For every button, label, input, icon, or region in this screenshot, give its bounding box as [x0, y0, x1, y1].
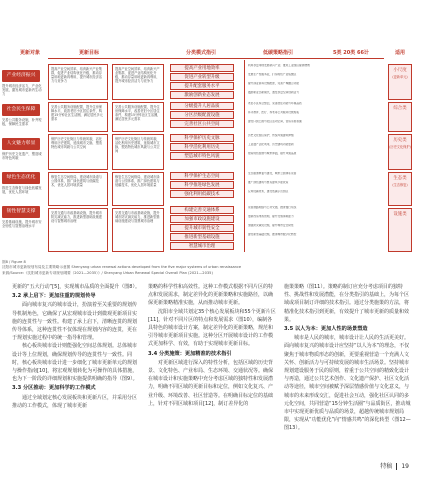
project-item: 应用低碳技术，建设低碳示范街区 [248, 190, 289, 193]
divider-line [244, 60, 245, 252]
scope-comprehensive [388, 102, 412, 132]
strategy-item: 提升配套服务水平 [170, 82, 234, 90]
strategy-item: 分级提升人居品质 [170, 102, 234, 110]
category-resilience-desc: 完善基础设施，提升城市安全韧性与智慧治理水平 [2, 220, 42, 229]
project-item: 完善道路网络与公共交通，推进慢行系统 [248, 206, 297, 209]
project-item: 工业遗产活化利用，历史建筑功能更新 [248, 143, 294, 146]
strategy-item: 科学保护历史文脉 [170, 134, 234, 142]
target-culture-detail: 保护历史文化街区与传统风貌，活化利用历史建筑，延续城市文脉，塑造特色城市风貌与公共空间 [112, 134, 164, 170]
paragraph: 沈阳市全域共划定35个核心发展板块和55个更新片区[11]，针对不同片区的特点和发展需求（图10），编制各具特色的城市设计方案，制定差异化的更新策略，规范和引导城市更新项目实施。这种分区开展城市设计的工作模式更加科学、有效，有助于实现城市更新目标。 [148, 308, 276, 348]
section-heading-3-2: 3.2 承上启下：更加注重的规划传导 [12, 293, 96, 300]
category-ecology-desc: 推进生态修复与绿色低碳发展，优化人居环境 [2, 186, 42, 195]
scope-ecology-sub: (生态修复) [392, 183, 408, 187]
scope-ecology [388, 172, 412, 206]
scope-facility [388, 208, 412, 252]
page-number: 19 [401, 463, 409, 470]
strategy-item: 完善社区公共空间 [170, 120, 234, 128]
header-update-target: 更新目标 [78, 50, 99, 56]
project-item: 鼓励新业态新模式，激发存量空间创新活力 [248, 91, 300, 94]
header-counts: 5类 20类 66计 [333, 50, 369, 56]
header-rule [48, 58, 384, 59]
category-culture-desc: 保护历史文化遗产，塑造城市特色风貌 [2, 152, 42, 161]
project-item: 建设新型基础设施，推进城市数字化转型 [248, 233, 297, 236]
text-column-2 [148, 283, 276, 408]
target-culture: 保护历史文化街区与传统风貌，活化利用历史建筑，延续城市文脉，塑造特色城市风貌与公共空间 [48, 134, 108, 170]
strategy-item: 促进产业转型升级 [170, 73, 234, 81]
project-item: 生态廊道修复与建设，城市公园体系完善 [248, 172, 297, 175]
project-item: 加强防灾减灾设施，提升城市安全韧性 [248, 224, 294, 227]
project-item: 发展生产性服务业，打造特色产业集聚区 [248, 73, 297, 76]
text-column-3 [284, 283, 412, 433]
header-lowcarbon: 低碳策略指引 [262, 50, 293, 56]
paragraph: 城市是人民的城市，城市设计让人民的生活更美好。面向城市复兴的城市设计应坚持“以人为本”的理念，不仅聚焦于城市物质形态的创新，更要重视营造一个充满人文关怀、创新活力与可持续发展的城市生活场景。坚持城市规划建设服务于民的原则，着重于公共空间的精致化设计与再造，通过公共艺术创作、文化遗产保护、社区文化活动等途径，城市空间被赋予深层情感价值与文化意义，与城市的未来形成交汇，促进社会互动，强化社区认同的多元化空间，共同营造“15分钟生活圈”与品质街区，推动城市中实现更新优质与品质的场景，超越传统城市规划局限，实现从“功能优化”向“情感共鸣”的深化转型（图12—图13）。 [284, 335, 411, 432]
scope-small-title: 小尺度 [393, 68, 407, 73]
category-livelihood: 社会民生保障 [2, 104, 40, 116]
scope-comprehensive-title: 综合类 [393, 106, 407, 111]
paragraph: 策略的科学性和高效性。这种工作模式根据不同片区的特点和发展需求，制定差异化的更新策略和实施路径，以确保更新策略精准实施，从而推动城市更新。 [148, 284, 274, 307]
target-resilience: 完善交通与市政基础设施，提升城市防灾减灾能力，推进新型基础设施建设与智慧城市治理 [48, 208, 108, 252]
project-item: 塑造特色街道与城市界面，提升风貌品质 [248, 152, 297, 155]
project-item: 利用存量用地发展新兴产业；推进工业园区提质增效 [248, 64, 310, 67]
strategy-item: 科学保护生态空间 [170, 172, 234, 180]
section-heading-3-5: 3.5 以人为本：更加人性的场景塑造 [284, 326, 368, 333]
paragraph: 核心板块城市设计则能强化空间总体规划。总体城市设计等上位规划，确保规划传导的连贯性与一致性。同时，核心板块城市设计进一步细化了城市更新单元的规划与操作指南[10]，将宏观规划转化为可操作的具体措施，也为下一阶段的详细规划和实施提供明确的指导（图9）。 [12, 343, 138, 383]
scope-historic [388, 134, 412, 170]
target-industry: 提高产业空间效率，培育新兴产业集群，促进产业结构优化升级，推动存量用地更新再利用，提升城市经济活力与竞争力 [48, 64, 108, 100]
target-resilience-detail: 完善交通与市政基础设施，提升城市防灾减灾能力，推进新型基础设施建设与智慧城市治理 [112, 208, 164, 252]
paragraph: 面向城市复兴的城市设计，扮演着至关重要的规划传导机制角色，它确保了从宏观城市设计到微观更新项目实施的连贯性与一致性。构建了承上启下，清晰连贯的规划传导体系，这种连贯性不仅体现在规划内容的连贯，更在于规划实施过程中的统一指导和管理。 [12, 302, 138, 342]
target-ecology: 修复生态空间格局，建设城市绿道与公园体系，推广绿色建筑与低碳技术，优化人居环境质量 [48, 172, 108, 206]
section-heading-3-4: 3.4 分类施策：更加精准的技术指引 [148, 350, 232, 357]
paragraph: 对更新区域进行深入的特性分析，包括区域的历史背景、文化特色、产业布局、生态环境、交通状况等。确保在城市设计和实施策略中充分考虑区域的独特性和发展潜力，明确不同区域的更新目标和定位，例如文化复兴、产业升级、环境改善、社区营造等。在明确目标定位的基础上，针对不同区域和项目[12]，制订差异化的 [148, 359, 274, 407]
category-livelihood-desc: 完善公共服务设施，补齐短板，保障民生需求 [2, 118, 42, 127]
scope-historic-sub: (历史文化保护) [389, 145, 411, 149]
strategy-item: 推进新型基础设施 [170, 233, 234, 241]
scope-ecology-title: 生态类 [393, 176, 407, 181]
category-industry-desc: 提升城市经济活力，产业化发展，激发城市更新内生动力 [2, 84, 42, 97]
category-ecology: 绿色生态优化 [2, 172, 40, 184]
project-item: 补齐教育、医疗、养老等公共服务设施短板 [248, 111, 300, 114]
strategy-item: 强化利用低碳技术 [170, 190, 234, 198]
paragraph: 施策策略（图11）。策略的制订应充分考虑项目的独特性、挑战性和发展潜能，在分类指引的基础上，为每个区域或项目制订详细的技术指引。通过分类施策的方法，将精准化技术指引到更新，有效提升了城市更新的质量和效果。 [284, 284, 410, 323]
strategy-item: 提高产业用地效率 [170, 64, 234, 72]
text-column-1 [12, 283, 140, 410]
section-heading-3-3: 3.3 分区推动：更加科学的工作模式 [12, 385, 96, 392]
category-culture: 人文魅力彰显 [2, 138, 40, 150]
header-classification: 分类模式指引 [185, 50, 216, 56]
target-industry-detail: 提高产业空间效率，培育新兴产业集群，促进产业结构优化升级，推动存量用地更新再利用，提升城市经济活力与竞争力 [112, 64, 164, 100]
strategy-item: 加强市政设施建设 [170, 215, 234, 223]
paragraph: 通过全域划定核心发展板块和更新片区，并采用分区推动的工作模式，体现了城市更新 [12, 394, 138, 409]
header-apply: 适用 [394, 50, 405, 56]
section-label: 特稿 [380, 463, 393, 470]
target-ecology-detail: 修复生态空间格局，建设城市绿道与公园体系，推广绿色建筑与低碳技术，优化人居环境质量 [112, 172, 164, 206]
strategy-item: 激励创新业态发展 [170, 91, 234, 99]
page-footer [380, 461, 409, 470]
strategy-item: 科学推进绿色发展 [170, 181, 234, 189]
figure-source: 来源/Source:《沈阳城市更新专项规划纲要（2021—2035）》/ Shenyang Urban Renewal Special Overall Plan (2021—2035) [2, 271, 213, 275]
strategy-item: 分区层级配置设施 [170, 111, 234, 119]
scope-historic-title: 历史类 [393, 138, 407, 143]
header-update-object: 更新对象 [19, 50, 40, 56]
project-item: 历史文化街区保护，传统风貌建筑修缮 [248, 134, 294, 137]
paragraph: 更新的“五大行动”[5]，实现城市品质的全面提升（图8）。 [12, 284, 140, 290]
project-item: 更新改造市政管网，提升设施承载能力 [248, 215, 294, 218]
project-item: 老旧小区综合整治，完善居住功能与环境品质 [248, 102, 302, 105]
figure-caption: 沈阳市城市更新规划布局及主要策略示意图 Shenyang urban renewal actions developed from the five major systems of urban renaissance [2, 265, 242, 269]
strategy-item: 智慧城市治理 [170, 242, 234, 250]
strategy-item: 科学活化利用历史 [170, 143, 234, 151]
category-industry: 产业经济振兴 [2, 70, 40, 82]
project-item: 建设口袋公园与社区活动空间，营造邻里氛围 [248, 120, 302, 123]
footer-divider [396, 463, 397, 470]
scope-facility-title: 设施类 [393, 212, 407, 217]
target-livelihood: 完善公共服务设施配置，提升住房保障水平，改善老旧小区居住条件，构建15分钟社区生活圈，满足居民多元需求 [48, 102, 108, 132]
project-item: 推广绿色建筑与既有建筑节能改造 [248, 181, 289, 184]
strategy-item: 塑造城市特色风貌 [170, 152, 234, 160]
strategy-item: 提升城市韧性安全 [170, 224, 234, 232]
target-livelihood-detail: 完善公共服务设施配置，提升住房保障水平，改善老旧小区居住条件，构建15分钟社区生活圈，满足居民多元需求 [112, 102, 164, 132]
category-resilience: 韧性智慧支撑 [2, 206, 40, 218]
scope-small-sub: (更新单元) [392, 75, 408, 79]
scope-small [388, 64, 412, 100]
strategy-item: 构建完善交通体系 [170, 206, 234, 214]
project-item: 提升商业商务设施配套，完善产城融合功能 [248, 82, 300, 85]
figure-caption-label: 图8 / Figure 8 [2, 260, 26, 264]
